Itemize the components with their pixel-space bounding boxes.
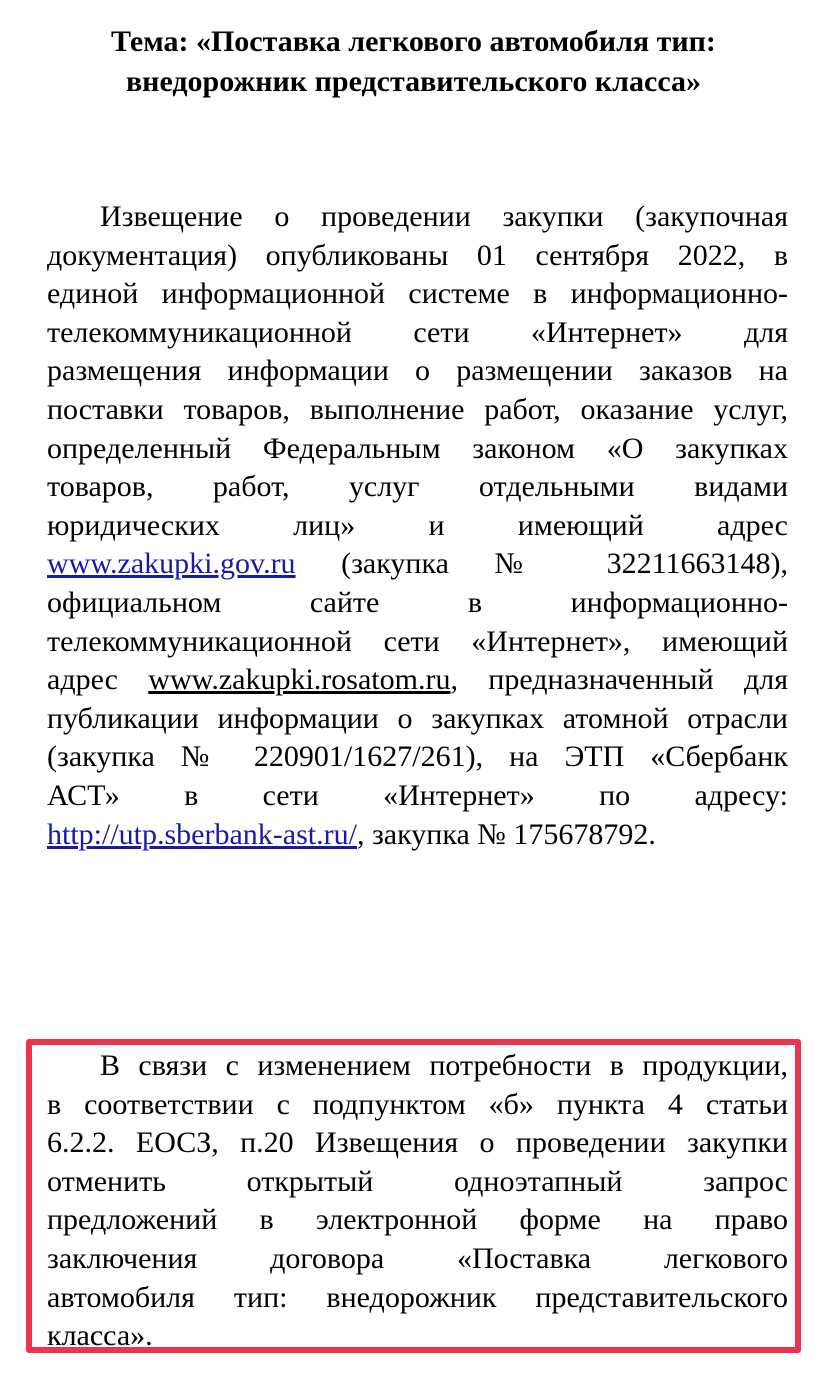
paragraph-line: единой информационной системе в информационно- <box>47 277 788 311</box>
title-line-2: внедорожник представительского класса» <box>125 65 702 98</box>
paragraph-line: телекоммуникационной сети «Интернет» для <box>47 315 788 349</box>
paragraph-line: поставки товаров, выполнение работ, оказание услуг, <box>47 392 788 426</box>
paragraph-line: телекоммуникационной сети «Интернет», имеющий <box>47 624 788 658</box>
paragraph-line: отменить открытый одноэтапный запрос <box>47 1164 788 1198</box>
paragraph-line: в соответствии с подпунктом «б» пункта 4 статьи <box>47 1087 788 1121</box>
paragraph-line: определенный Федеральным законом «О закупках <box>47 431 788 465</box>
document-title <box>40 22 787 102</box>
zakupki-gov-link[interactable]: www.zakupki.gov.ru <box>47 547 296 581</box>
paragraph-line: В связи с изменением потребности в продукции, <box>100 1049 788 1082</box>
paragraph-line: официальном сайте в информационно- <box>47 585 788 619</box>
paragraph-line: (закупка № 220901/1627/261), на ЭТП «Сбербанк <box>47 740 788 774</box>
paragraph-line: размещения информации о размещении заказов на <box>47 354 788 388</box>
procurement-notice-paragraph <box>47 198 788 854</box>
paragraph-line: Извещение о проведении закупки (закупочная <box>100 200 788 233</box>
line-text: , предназначенный для <box>450 663 788 697</box>
paragraph-line <box>47 816 788 855</box>
title-line-1: Тема: «Поставка легкового автомобиля тип: <box>111 25 716 58</box>
line-text: адрес <box>47 663 149 697</box>
zakupki-rosatom-link[interactable]: www.zakupki.rosatom.ru <box>148 663 451 697</box>
paragraph-line: юридических лиц» и имеющий адрес <box>47 508 788 542</box>
paragraph-line: документация) опубликованы 01 сентября 2022, в <box>47 238 788 272</box>
cancellation-paragraph <box>47 1047 788 1356</box>
paragraph-line: предложений в электронной форме на право <box>47 1203 788 1237</box>
paragraph-line: автомобиля тип: внедорожник представительского <box>47 1280 788 1314</box>
paragraph-line: 6.2.2. ЕОСЗ, п.20 Извещения о проведении закупки <box>47 1126 788 1160</box>
paragraph-line <box>47 661 788 700</box>
line-text: (закупка № 32211663148), <box>295 547 788 581</box>
paragraph-line: товаров, работ, услуг отдельными видами <box>47 470 788 504</box>
paragraph-line: АСТ» в сети «Интернет» по адресу: <box>47 778 788 812</box>
sberbank-ast-link[interactable]: http://utp.sberbank-ast.ru/ <box>47 817 357 851</box>
paragraph-line: класса». <box>47 1319 153 1353</box>
line-text: , закупка № 175678792. <box>356 817 656 851</box>
paragraph-line <box>47 545 788 584</box>
paragraph-line: публикации информации о закупках атомной отрасли <box>47 701 788 735</box>
paragraph-line: заключения договора «Поставка легкового <box>47 1241 788 1275</box>
